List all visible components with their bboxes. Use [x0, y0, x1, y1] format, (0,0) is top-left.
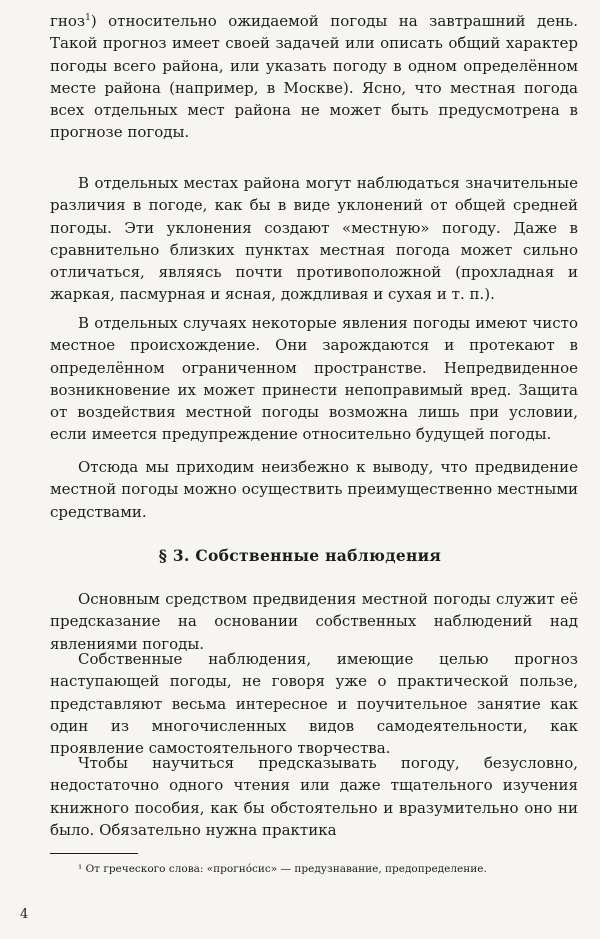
- paragraph-7: Чтобы научиться предсказывать погоду, безусловно, недостаточно одного чтения или даже тщательного изучения книжного пособия, как бы обстоятельно и вразумительно оно ни было. Обязательно нужна практика: [50, 754, 578, 839]
- page-number: 4: [20, 907, 29, 922]
- paragraph-6: Собственные наблюдения, имеющие целью прогноз наступающей погоды, не говоря уже о практической пользе, представляют весьма интересное и поучительное занятие как один из многочисленных видов самодеятельности, как проявление самостоятельного творчества.: [50, 650, 578, 758]
- paragraph-3: В отдельных случаях некоторые явления погоды имеют чисто местное происхождение. Они зарождаются и протекают в определённом ограниченном пространстве. Непредвиденное возникновение их может принести непоправимый вред. Защита от воздействия местной погоды возможна лишь при условии, если имеется предупреждение относительно будущей погоды.: [50, 314, 578, 444]
- paragraph-5: Основным средством предвидения местной погоды служит её предсказание на основании собственных наблюдений над явлениями погоды.: [50, 590, 578, 653]
- footnote-mark: ¹: [78, 863, 83, 875]
- section-heading: § 3. Собственные наблюдения: [158, 546, 442, 565]
- footnote: [50, 862, 578, 877]
- paragraph-4: Отсюда мы приходим неизбежно к выводу, что предвидение местной погоды можно осуществить преимущественно местными средствами.: [50, 458, 578, 521]
- paragraph-1: [50, 10, 578, 144]
- footnote-reference: 1: [85, 13, 91, 23]
- footnote-text: От греческого слова: «прогно́сис» — предузнавание, предопределение.: [85, 863, 487, 875]
- paragraph-1-start: гноз: [50, 12, 86, 30]
- footnote-divider: [50, 853, 138, 854]
- paragraph-2: В отдельных местах района могут наблюдаться значительные различия в погоде, как бы в виде уклонений от общей средней погоды. Эти уклонения создают «местную» погоду. Даже в сравнительно близких пунктах местная погода может сильно отличаться, являясь почти противоположной (прохладная и жаркая, пасмурная и ясная, дождливая и сухая и т. п.).: [50, 174, 578, 304]
- paragraph-1-rest: ) относительно ожидаемой погоды на завтрашний день. Такой прогноз имеет своей задачей или описать общий характер погоды всего района, или указать погоду в одном определённом месте района (например, в Москве). Ясно, что местная погода всех отдельных мест района не может быть предусмотрена в прогнозе погоды.: [50, 12, 578, 142]
